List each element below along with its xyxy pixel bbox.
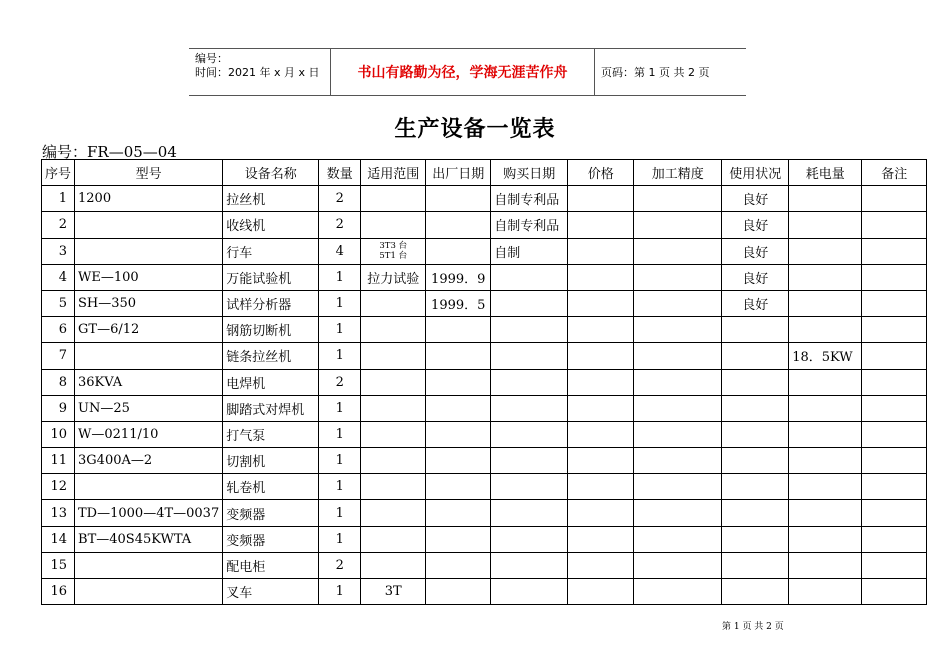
cell-model	[75, 579, 223, 605]
header-precision: 加工精度	[634, 160, 722, 186]
header-power: 耗电量	[789, 160, 862, 186]
cell-purchase-date	[491, 343, 568, 369]
cell-remarks	[862, 238, 927, 264]
cell-seq: 4	[42, 264, 75, 290]
document-code: 编号：FR—05—04	[42, 143, 177, 161]
cell-remarks	[862, 526, 927, 552]
cell-factory-date	[426, 474, 491, 500]
cell-quantity: 4	[319, 238, 361, 264]
cell-price	[568, 448, 634, 474]
cell-remarks	[862, 500, 927, 526]
cell-price	[568, 290, 634, 316]
cell-factory-date	[426, 186, 491, 212]
cell-power	[789, 290, 862, 316]
cell-equipment-name: 试样分析器	[223, 290, 319, 316]
cell-power	[789, 421, 862, 447]
cell-equipment-name: 钢筋切断机	[223, 317, 319, 343]
cell-seq: 12	[42, 474, 75, 500]
header-quantity: 数量	[319, 160, 361, 186]
cell-precision	[634, 500, 722, 526]
cell-factory-date	[426, 212, 491, 238]
cell-model: WE—100	[75, 264, 223, 290]
cell-seq: 14	[42, 526, 75, 552]
cell-model	[75, 343, 223, 369]
table-row	[42, 421, 927, 447]
cell-quantity: 1	[319, 448, 361, 474]
cell-factory-date	[426, 448, 491, 474]
cell-precision	[634, 343, 722, 369]
header-time: 时间：2021 年 x 月 x 日	[195, 66, 320, 79]
cell-status	[722, 500, 789, 526]
cell-price	[568, 526, 634, 552]
cell-scope	[361, 395, 426, 421]
cell-status	[722, 552, 789, 578]
cell-equipment-name: 切割机	[223, 448, 319, 474]
cell-model	[75, 212, 223, 238]
cell-seq: 9	[42, 395, 75, 421]
cell-quantity: 1	[319, 579, 361, 605]
cell-scope: 3T3 台 5T1 台	[361, 238, 426, 264]
table-row	[42, 212, 927, 238]
cell-equipment-name: 收线机	[223, 212, 319, 238]
cell-precision	[634, 212, 722, 238]
table-row	[42, 448, 927, 474]
cell-seq: 11	[42, 448, 75, 474]
cell-purchase-date	[491, 290, 568, 316]
cell-quantity: 1	[319, 317, 361, 343]
cell-seq: 13	[42, 500, 75, 526]
cell-precision	[634, 290, 722, 316]
cell-seq: 5	[42, 290, 75, 316]
cell-status	[722, 343, 789, 369]
cell-remarks	[862, 421, 927, 447]
header-remarks: 备注	[862, 160, 927, 186]
table-row	[42, 579, 927, 605]
cell-quantity: 2	[319, 186, 361, 212]
cell-equipment-name: 拉丝机	[223, 186, 319, 212]
header-model: 型号	[75, 160, 223, 186]
cell-precision	[634, 474, 722, 500]
cell-purchase-date	[491, 317, 568, 343]
cell-price	[568, 186, 634, 212]
cell-quantity: 1	[319, 395, 361, 421]
cell-factory-date: 1999．5	[426, 290, 491, 316]
table-row	[42, 238, 927, 264]
cell-remarks	[862, 474, 927, 500]
cell-quantity: 1	[319, 264, 361, 290]
cell-seq: 10	[42, 421, 75, 447]
cell-remarks	[862, 212, 927, 238]
cell-power	[789, 579, 862, 605]
cell-remarks	[862, 290, 927, 316]
cell-model: 3G400A—2	[75, 448, 223, 474]
cell-power	[789, 238, 862, 264]
cell-equipment-name: 变频器	[223, 526, 319, 552]
cell-purchase-date	[491, 421, 568, 447]
cell-status	[722, 421, 789, 447]
cell-equipment-name: 叉车	[223, 579, 319, 605]
cell-status: 良好	[722, 186, 789, 212]
cell-factory-date	[426, 421, 491, 447]
cell-purchase-date	[491, 500, 568, 526]
cell-seq: 3	[42, 238, 75, 264]
cell-power	[789, 186, 862, 212]
cell-remarks	[862, 317, 927, 343]
header-page-info: 页码：第 1 页 共 2 页	[601, 66, 710, 79]
cell-price	[568, 238, 634, 264]
cell-power	[789, 474, 862, 500]
cell-factory-date	[426, 317, 491, 343]
equipment-table	[41, 159, 927, 605]
cell-scope	[361, 343, 426, 369]
cell-remarks	[862, 395, 927, 421]
cell-remarks	[862, 264, 927, 290]
cell-scope	[361, 474, 426, 500]
cell-quantity: 2	[319, 369, 361, 395]
cell-quantity: 2	[319, 552, 361, 578]
cell-purchase-date: 自制	[491, 238, 568, 264]
cell-model: 36KVA	[75, 369, 223, 395]
cell-status	[722, 579, 789, 605]
cell-quantity: 1	[319, 500, 361, 526]
cell-purchase-date	[491, 474, 568, 500]
cell-price	[568, 579, 634, 605]
cell-factory-date	[426, 395, 491, 421]
cell-status	[722, 369, 789, 395]
cell-price	[568, 317, 634, 343]
cell-scope	[361, 552, 426, 578]
table-row	[42, 526, 927, 552]
header-price: 价格	[568, 160, 634, 186]
cell-model	[75, 238, 223, 264]
header-motto: 书山有路勤为径，学海无涯苦作舟	[331, 49, 595, 95]
table-row	[42, 317, 927, 343]
cell-status: 良好	[722, 238, 789, 264]
cell-purchase-date	[491, 448, 568, 474]
cell-price	[568, 395, 634, 421]
cell-remarks	[862, 448, 927, 474]
cell-precision	[634, 448, 722, 474]
cell-status: 良好	[722, 212, 789, 238]
cell-equipment-name: 变频器	[223, 500, 319, 526]
cell-purchase-date	[491, 526, 568, 552]
cell-status	[722, 526, 789, 552]
cell-equipment-name: 轧卷机	[223, 474, 319, 500]
cell-scope	[361, 317, 426, 343]
cell-seq: 7	[42, 343, 75, 369]
cell-precision	[634, 238, 722, 264]
cell-scope	[361, 186, 426, 212]
cell-model: BT—40S45KWTA	[75, 526, 223, 552]
cell-scope	[361, 448, 426, 474]
cell-power	[789, 212, 862, 238]
cell-seq: 2	[42, 212, 75, 238]
cell-power	[789, 395, 862, 421]
cell-precision	[634, 421, 722, 447]
cell-quantity: 1	[319, 421, 361, 447]
header-scope: 适用范围	[361, 160, 426, 186]
cell-factory-date	[426, 238, 491, 264]
header-number-label: 编号：	[195, 52, 228, 65]
cell-status: 良好	[722, 290, 789, 316]
cell-power	[789, 264, 862, 290]
table-row	[42, 395, 927, 421]
cell-price	[568, 212, 634, 238]
cell-precision	[634, 186, 722, 212]
cell-price	[568, 474, 634, 500]
cell-price	[568, 552, 634, 578]
cell-seq: 16	[42, 579, 75, 605]
cell-precision	[634, 264, 722, 290]
table-row	[42, 369, 927, 395]
cell-power	[789, 500, 862, 526]
cell-factory-date	[426, 369, 491, 395]
cell-quantity: 1	[319, 290, 361, 316]
cell-equipment-name: 电焊机	[223, 369, 319, 395]
cell-quantity: 1	[319, 343, 361, 369]
cell-equipment-name: 万能试验机	[223, 264, 319, 290]
cell-factory-date	[426, 500, 491, 526]
cell-equipment-name: 配电柜	[223, 552, 319, 578]
page-header	[189, 48, 746, 96]
cell-model: TD—1000—4T—0037	[75, 500, 223, 526]
cell-equipment-name: 脚踏式对焊机	[223, 395, 319, 421]
table-row	[42, 552, 927, 578]
cell-remarks	[862, 186, 927, 212]
cell-model: GT—6/12	[75, 317, 223, 343]
cell-power	[789, 317, 862, 343]
cell-purchase-date	[491, 579, 568, 605]
cell-seq: 8	[42, 369, 75, 395]
cell-factory-date	[426, 552, 491, 578]
cell-price	[568, 343, 634, 369]
cell-status	[722, 474, 789, 500]
table-row	[42, 290, 927, 316]
header-meta	[189, 49, 331, 95]
cell-precision	[634, 369, 722, 395]
cell-purchase-date: 自制专利品	[491, 186, 568, 212]
cell-purchase-date	[491, 395, 568, 421]
cell-power	[789, 448, 862, 474]
cell-scope	[361, 290, 426, 316]
cell-remarks	[862, 552, 927, 578]
table-header-row	[42, 160, 927, 186]
cell-quantity: 1	[319, 526, 361, 552]
cell-price	[568, 369, 634, 395]
cell-model	[75, 474, 223, 500]
cell-factory-date	[426, 526, 491, 552]
cell-equipment-name: 行车	[223, 238, 319, 264]
cell-power	[789, 526, 862, 552]
cell-quantity: 2	[319, 212, 361, 238]
cell-price	[568, 264, 634, 290]
cell-precision	[634, 579, 722, 605]
cell-model: SH—350	[75, 290, 223, 316]
cell-precision	[634, 552, 722, 578]
cell-power	[789, 369, 862, 395]
table-row	[42, 264, 927, 290]
cell-status	[722, 448, 789, 474]
cell-scope	[361, 500, 426, 526]
cell-equipment-name: 打气泵	[223, 421, 319, 447]
cell-status	[722, 317, 789, 343]
cell-quantity: 1	[319, 474, 361, 500]
cell-scope: 拉力试验	[361, 264, 426, 290]
cell-seq: 6	[42, 317, 75, 343]
cell-remarks	[862, 369, 927, 395]
cell-scope: 3T	[361, 579, 426, 605]
table-row	[42, 500, 927, 526]
cell-model	[75, 552, 223, 578]
cell-status	[722, 395, 789, 421]
header-factory-date: 出厂日期	[426, 160, 491, 186]
cell-scope	[361, 526, 426, 552]
cell-model: UN—25	[75, 395, 223, 421]
table-body	[42, 186, 927, 605]
page-title: 生产设备一览表	[394, 116, 556, 142]
cell-model: W—0211/10	[75, 421, 223, 447]
table-row	[42, 474, 927, 500]
cell-scope	[361, 369, 426, 395]
cell-factory-date	[426, 343, 491, 369]
cell-purchase-date	[491, 369, 568, 395]
header-purchase-date: 购买日期	[491, 160, 568, 186]
cell-purchase-date	[491, 264, 568, 290]
cell-precision	[634, 317, 722, 343]
cell-power: 18．5KW	[789, 343, 862, 369]
cell-seq: 15	[42, 552, 75, 578]
cell-status: 良好	[722, 264, 789, 290]
cell-seq: 1	[42, 186, 75, 212]
cell-purchase-date: 自制专利品	[491, 212, 568, 238]
cell-equipment-name: 链条拉丝机	[223, 343, 319, 369]
cell-scope	[361, 421, 426, 447]
header-equipment-name: 设备名称	[223, 160, 319, 186]
cell-price	[568, 500, 634, 526]
cell-factory-date: 1999．9	[426, 264, 491, 290]
header-status: 使用状况	[722, 160, 789, 186]
table-row	[42, 343, 927, 369]
cell-precision	[634, 395, 722, 421]
cell-factory-date	[426, 579, 491, 605]
page-footer: 第 1 页 共 2 页	[722, 622, 784, 632]
cell-price	[568, 421, 634, 447]
cell-precision	[634, 526, 722, 552]
cell-model: 1200	[75, 186, 223, 212]
cell-remarks	[862, 579, 927, 605]
table-row	[42, 186, 927, 212]
cell-scope	[361, 212, 426, 238]
header-seq: 序号	[42, 160, 75, 186]
cell-purchase-date	[491, 552, 568, 578]
cell-remarks	[862, 343, 927, 369]
cell-power	[789, 552, 862, 578]
